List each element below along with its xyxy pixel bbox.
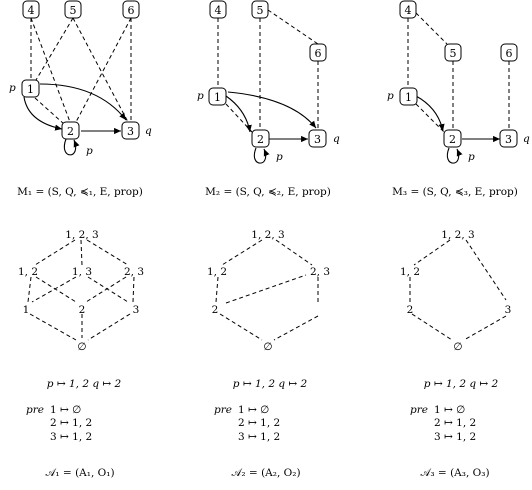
a1-pre-keyword: pre — [26, 404, 44, 416]
m3-transition-edges — [416, 96, 500, 163]
a3-pre-row-1: 1 ↦ ∅ — [434, 404, 466, 416]
a1-pre-map — [26, 404, 92, 443]
a3-observation-map: p ↦ 1, 2 q ↦ 2 — [423, 378, 499, 390]
m1-node-1 — [22, 80, 39, 97]
m1-node-3 — [122, 122, 139, 139]
m2-preorder-edges — [218, 10, 318, 132]
a1-node-3: 3 — [132, 304, 140, 316]
lattice-a1 — [18, 229, 144, 353]
m2-label-q-node3: q — [333, 133, 340, 145]
m1-node-2 — [62, 122, 79, 139]
a2-pre-row-3: 3 ↦ 1, 2 — [238, 431, 281, 443]
svg-text:4: 4 — [27, 4, 35, 17]
a2-pre-map — [214, 404, 280, 443]
svg-text:6: 6 — [505, 47, 513, 60]
m3-preorder-edges — [408, 13, 509, 132]
svg-text:6: 6 — [127, 4, 135, 17]
a2-observation-map: p ↦ 1, 2 q ↦ 2 — [232, 378, 308, 390]
m3-node-5 — [445, 44, 461, 61]
m2-node-1 — [209, 88, 226, 105]
svg-text:3: 3 — [314, 133, 321, 146]
a1-node-2: 2 — [78, 304, 86, 316]
a1-node-1: 1 — [22, 304, 30, 316]
a1-node-123: 1, 2, 3 — [65, 229, 99, 241]
a3-node-12: 1, 2 — [399, 266, 421, 278]
a3-pre-keyword: pre — [410, 404, 428, 416]
a1-observation-map: p ↦ 1, 2 q ↦ 2 — [46, 378, 122, 390]
a1-pre-row-1: 1 ↦ ∅ — [50, 404, 82, 416]
svg-text:2: 2 — [449, 133, 456, 146]
a2-node-empty: ∅ — [263, 341, 273, 353]
m1-label-q-node3: q — [145, 125, 152, 137]
model-m3 — [387, 1, 530, 198]
a2-node-123: 1, 2, 3 — [251, 229, 285, 241]
m1-label-p-node1: p — [9, 82, 16, 94]
svg-text:5: 5 — [449, 47, 457, 60]
m2-caption: M₂ = (S, Q, ≼₂, E, prop) — [205, 186, 331, 198]
a3-lattice-edges — [410, 240, 506, 340]
m1-caption: M₁ = (S, Q, ≼₁, E, prop) — [17, 186, 143, 198]
a3-caption: 𝒜₃ = (A₃, O₃) — [420, 467, 490, 479]
a1-node-empty: ∅ — [77, 341, 87, 353]
lattice-a2 — [207, 229, 330, 353]
lattice-a3 — [400, 229, 511, 353]
svg-text:1: 1 — [27, 83, 34, 96]
m2-node-2 — [252, 130, 269, 147]
m3-caption: M₃ = (S, Q, ≼₃, E, prop) — [392, 186, 518, 198]
svg-text:2: 2 — [67, 125, 74, 138]
m2-transition-edges — [226, 92, 316, 163]
m2-node-5 — [252, 1, 268, 18]
m3-node-6 — [501, 44, 517, 61]
a3-node-empty: ∅ — [453, 341, 463, 353]
model-m1 — [9, 1, 152, 198]
m3-label-q-node3: q — [523, 133, 530, 145]
svg-text:1: 1 — [405, 91, 412, 104]
a1-lattice-edges — [28, 240, 134, 340]
m2-node-3 — [309, 130, 326, 147]
m3-node-3 — [500, 130, 517, 147]
m3-label-p-node1: p — [387, 90, 394, 102]
m2-label-p-node2: p — [276, 151, 283, 163]
a1-node-12: 1, 2 — [17, 266, 39, 278]
m2-label-p-node1: p — [197, 90, 204, 102]
a1-node-13: 1, 3 — [71, 266, 93, 278]
a1-pre-row-3: 3 ↦ 1, 2 — [50, 431, 93, 443]
m3-node-2 — [444, 130, 461, 147]
a3-node-3: 3 — [504, 304, 512, 316]
m1-preorder-edges — [31, 18, 131, 124]
svg-text:2: 2 — [257, 133, 264, 146]
m3-node-1 — [400, 88, 417, 105]
a3-pre-map — [410, 404, 476, 443]
a1-pre-row-2: 2 ↦ 1, 2 — [50, 417, 93, 429]
svg-text:5: 5 — [256, 4, 264, 17]
a2-caption: 𝒜₂ = (A₂, O₂) — [231, 467, 301, 479]
m1-node-5 — [65, 1, 81, 18]
model-m2 — [197, 1, 340, 198]
a2-lattice-edges — [216, 240, 318, 340]
a3-node-2: 2 — [406, 304, 414, 316]
svg-text:3: 3 — [505, 133, 512, 146]
svg-text:1: 1 — [214, 91, 221, 104]
m2-node-6 — [310, 44, 326, 61]
m3-node-4 — [400, 1, 416, 18]
a2-pre-row-2: 2 ↦ 1, 2 — [238, 417, 281, 429]
a2-node-2: 2 — [211, 304, 219, 316]
m1-node-6 — [123, 1, 139, 18]
m1-node-4 — [23, 1, 39, 18]
m1-label-p-node2: p — [86, 145, 93, 157]
m2-node-4 — [210, 1, 226, 18]
a2-node-23: 2, 3 — [309, 266, 331, 278]
a2-pre-row-1: 1 ↦ ∅ — [238, 404, 270, 416]
m1-transition-edges — [24, 84, 126, 155]
a3-pre-row-3: 3 ↦ 1, 2 — [434, 431, 477, 443]
a1-node-23: 2, 3 — [123, 266, 145, 278]
a2-pre-keyword: pre — [214, 404, 232, 416]
svg-text:3: 3 — [127, 125, 134, 138]
a3-node-123: 1, 2, 3 — [441, 229, 475, 241]
a3-pre-row-2: 2 ↦ 1, 2 — [434, 417, 477, 429]
svg-text:4: 4 — [214, 4, 222, 17]
m3-label-p-node2: p — [468, 151, 475, 163]
svg-text:4: 4 — [404, 4, 412, 17]
svg-text:6: 6 — [314, 47, 322, 60]
a1-caption: 𝒜₁ = (A₁, O₁) — [45, 467, 115, 479]
a2-node-12: 1, 2 — [206, 266, 228, 278]
svg-text:5: 5 — [69, 4, 77, 17]
